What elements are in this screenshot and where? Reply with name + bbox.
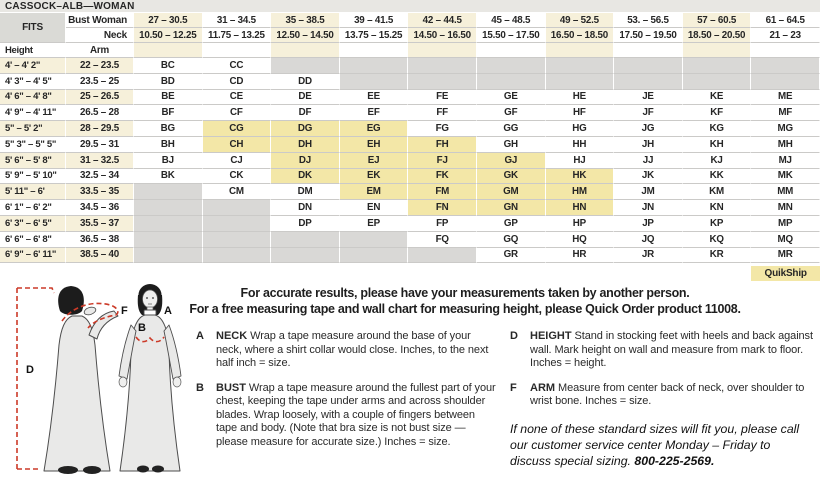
size-code-cell: MN (751, 200, 820, 216)
instruction-text: Stand in stocking feet with heels and back against wall. Mark height on wall and measure from mark to floor. Inches = height. (530, 330, 813, 369)
size-code-cell: EP (340, 216, 409, 232)
size-code-cell: DF (271, 105, 340, 121)
size-code-cell: FJ (408, 153, 477, 169)
header-spacer-cell (271, 43, 340, 58)
size-code-cell: MJ (751, 153, 820, 169)
size-code-cell (203, 232, 272, 248)
instruction-letter: B (196, 381, 204, 394)
size-code-cell: CF (203, 105, 272, 121)
size-code-cell: MG (751, 121, 820, 137)
size-code-cell (203, 248, 272, 264)
size-code-cell: JG (614, 121, 683, 137)
size-code-cell (477, 74, 546, 90)
size-code-cell: CG (203, 121, 272, 137)
size-code-cell (203, 200, 272, 216)
size-code-cell: FN (408, 200, 477, 216)
arm-cell: 31 – 32.5 (66, 153, 134, 169)
size-code-cell: GJ (477, 153, 546, 169)
neck-range-cell: 12.50 – 14.50 (271, 28, 340, 43)
size-code-cell: HN (546, 200, 615, 216)
size-code-cell: HR (546, 248, 615, 264)
size-code-cell: GN (477, 200, 546, 216)
arm-cell: 29.5 – 31 (66, 137, 134, 153)
size-code-cell: GP (477, 216, 546, 232)
size-code-cell: MF (751, 105, 820, 121)
neck-range-cell: 18.50 – 20.50 (683, 28, 752, 43)
instruction-item-bust (196, 382, 496, 450)
arm-cell: 34.5 – 36 (66, 200, 134, 216)
bust-row-label: Bust Woman (66, 13, 134, 28)
height-cell: 4' – 4' 2" (0, 58, 66, 74)
instruction-text: Measure from center back of neck, over shoulder to wrist bone. Inches = size. (530, 381, 805, 407)
arm-cell: 38.5 – 40 (66, 248, 134, 264)
size-code-cell: KG (683, 121, 752, 137)
size-code-cell: DG (271, 121, 340, 137)
instruction-text: Wrap a tape measure around the fullest part of your chest, keeping the tape under arms and across shoulder blades. Wrap loosely, with a couple of fingers between tape and body. (Note that bra size is not bust size — please measure for accurate size.) Inches = size. (216, 381, 496, 448)
size-code-cell (546, 74, 615, 90)
size-code-cell (546, 58, 615, 74)
height-cell: 4' 6" – 4' 8" (0, 90, 66, 106)
instructions-right-column (510, 330, 820, 469)
size-code-cell: MK (751, 169, 820, 185)
figure-label-f: F (121, 305, 128, 317)
neck-range-cell: 16.50 – 18.50 (546, 28, 615, 43)
size-code-cell (340, 232, 409, 248)
size-code-cell: CE (203, 90, 272, 106)
instruction-item-neck (196, 330, 496, 371)
bust-range-cell: 39 – 41.5 (340, 13, 409, 28)
bust-range-cell: 35 – 38.5 (271, 13, 340, 28)
height-cell: 6' 1" – 6' 2" (0, 200, 66, 216)
size-code-cell: EG (340, 121, 409, 137)
size-code-cell (408, 74, 477, 90)
size-code-cell: CC (203, 58, 272, 74)
size-code-cell: EK (340, 169, 409, 185)
size-code-cell: KJ (683, 153, 752, 169)
arm-column-label: Arm (66, 43, 134, 58)
size-code-cell: HE (546, 90, 615, 106)
arm-cell: 25 – 26.5 (66, 90, 134, 106)
instruction-text: Wrap a tape measure around the base of your neck, where a shirt collar would close. Inches, to the next half inch = size. (216, 330, 489, 369)
size-code-cell: KP (683, 216, 752, 232)
size-code-cell: FM (408, 184, 477, 200)
bust-range-cell: 42 – 44.5 (408, 13, 477, 28)
size-code-cell: HH (546, 137, 615, 153)
size-code-cell: ME (751, 90, 820, 106)
size-code-cell: BD (134, 74, 203, 90)
size-code-cell: BG (134, 121, 203, 137)
header-spacer-cell (751, 43, 820, 58)
size-code-cell: FG (408, 121, 477, 137)
figure-label-d: D (26, 364, 34, 376)
size-code-cell: DM (271, 184, 340, 200)
size-code-cell: FH (408, 137, 477, 153)
intro-line-1: For accurate results, please have your measurements taken by another person. (240, 286, 690, 300)
bust-range-cell: 61 – 64.5 (751, 13, 820, 28)
size-code-cell: KM (683, 184, 752, 200)
neck-range-cell: 14.50 – 16.50 (408, 28, 477, 43)
size-code-cell: GM (477, 184, 546, 200)
quikship-badge: QuikShip (751, 266, 820, 281)
header-spacer-cell (203, 43, 272, 58)
size-code-cell: KQ (683, 232, 752, 248)
size-code-cell (340, 58, 409, 74)
header-spacer-cell (408, 43, 477, 58)
size-code-cell: BK (134, 169, 203, 185)
size-code-cell: JF (614, 105, 683, 121)
bust-range-cell: 27 – 30.5 (134, 13, 203, 28)
size-code-cell: CH (203, 137, 272, 153)
size-code-cell: GK (477, 169, 546, 185)
size-code-cell: FE (408, 90, 477, 106)
height-cell: 5" 3" – 5" 5" (0, 137, 66, 153)
size-code-cell: KK (683, 169, 752, 185)
height-cell: 5' 6" – 5' 8" (0, 153, 66, 169)
size-code-cell (614, 58, 683, 74)
bust-range-cell: 31 – 34.5 (203, 13, 272, 28)
size-code-cell: JK (614, 169, 683, 185)
instructions (196, 330, 820, 469)
size-code-cell (340, 248, 409, 264)
arm-cell: 33.5 – 35 (66, 184, 134, 200)
neck-range-cell: 15.50 – 17.50 (477, 28, 546, 43)
size-code-cell: EE (340, 90, 409, 106)
size-code-cell: DH (271, 137, 340, 153)
height-cell: 6' 6" – 6' 8" (0, 232, 66, 248)
instruction-letter: F (510, 381, 517, 394)
size-code-cell: MR (751, 248, 820, 264)
size-code-cell (271, 248, 340, 264)
size-code-cell: CD (203, 74, 272, 90)
size-code-cell: BJ (134, 153, 203, 169)
instruction-letter: D (510, 330, 518, 342)
bust-range-cell: 57 – 60.5 (683, 13, 752, 28)
size-code-cell: GF (477, 105, 546, 121)
instruction-term: HEIGHT (530, 330, 572, 342)
size-code-cell: DP (271, 216, 340, 232)
size-code-cell: BH (134, 137, 203, 153)
size-code-cell: JH (614, 137, 683, 153)
size-code-cell: DJ (271, 153, 340, 169)
instructions-left-column (196, 330, 496, 469)
intro-text (150, 286, 780, 317)
size-code-cell (408, 58, 477, 74)
size-code-cell: DE (271, 90, 340, 106)
size-code-cell: FF (408, 105, 477, 121)
size-code-cell: HK (546, 169, 615, 185)
size-code-cell: HF (546, 105, 615, 121)
height-cell: 4' 9" – 4' 11" (0, 105, 66, 121)
size-code-cell: CM (203, 184, 272, 200)
size-code-cell (134, 232, 203, 248)
size-code-cell: CJ (203, 153, 272, 169)
size-code-cell: KE (683, 90, 752, 106)
instruction-letter: A (196, 330, 204, 342)
size-code-cell: FQ (408, 232, 477, 248)
height-cell: 5' 11" – 6' (0, 184, 66, 200)
size-code-cell (408, 248, 477, 264)
intro-line-2: For a free measuring tape and wall chart for measuring height, please Quick Order product 11008. (189, 301, 741, 316)
size-code-cell: GH (477, 137, 546, 153)
size-code-cell: KR (683, 248, 752, 264)
phone-number: 800-225-2569. (634, 453, 715, 468)
size-code-cell: MQ (751, 232, 820, 248)
neck-row-label: Neck (66, 28, 134, 43)
size-code-cell: DN (271, 200, 340, 216)
arm-cell: 23.5 – 25 (66, 74, 134, 90)
neck-range-cell: 11.75 – 13.25 (203, 28, 272, 43)
size-code-cell: JM (614, 184, 683, 200)
size-code-cell: GQ (477, 232, 546, 248)
size-code-cell: EJ (340, 153, 409, 169)
size-code-cell: DD (271, 74, 340, 90)
size-code-cell (340, 74, 409, 90)
size-code-cell: JR (614, 248, 683, 264)
size-code-cell: KF (683, 105, 752, 121)
special-sizing-note (510, 421, 810, 469)
size-code-cell (134, 216, 203, 232)
size-code-cell: JQ (614, 232, 683, 248)
size-code-cell: EH (340, 137, 409, 153)
size-code-cell: HJ (546, 153, 615, 169)
size-code-cell (751, 58, 820, 74)
arm-cell: 26.5 – 28 (66, 105, 134, 121)
instruction-term: BUST (216, 381, 246, 394)
size-code-cell: GG (477, 121, 546, 137)
size-code-cell (683, 74, 752, 90)
size-code-cell: JP (614, 216, 683, 232)
bust-range-cell: 45 – 48.5 (477, 13, 546, 28)
size-code-cell (683, 58, 752, 74)
size-code-cell: MH (751, 137, 820, 153)
height-cell: 4' 3" – 4' 5" (0, 74, 66, 90)
back-view-figure (44, 286, 118, 474)
size-code-cell: EF (340, 105, 409, 121)
instruction-term: ARM (530, 381, 556, 394)
size-code-cell (134, 248, 203, 264)
size-code-cell (271, 232, 340, 248)
size-code-cell: FK (408, 169, 477, 185)
arm-cell: 32.5 – 34 (66, 169, 134, 185)
neck-range-cell: 13.75 – 15.25 (340, 28, 409, 43)
instruction-item-arm (510, 382, 820, 409)
size-code-cell (751, 74, 820, 90)
size-code-cell: JN (614, 200, 683, 216)
size-code-cell: GR (477, 248, 546, 264)
bust-range-cell: 49 – 52.5 (546, 13, 615, 28)
header-spacer-cell (683, 43, 752, 58)
size-code-cell: GE (477, 90, 546, 106)
size-code-cell (134, 200, 203, 216)
bust-range-cell: 53. – 56.5 (614, 13, 683, 28)
height-cell: 6' 9" – 6' 11" (0, 248, 66, 264)
size-code-cell: HP (546, 216, 615, 232)
special-sizing-note-text: If none of these standard sizes will fit you, please call our customer service center Monday – Friday to discuss special sizing. (510, 421, 800, 468)
arm-cell: 28 – 29.5 (66, 121, 134, 137)
size-code-cell: HM (546, 184, 615, 200)
size-code-cell: HG (546, 121, 615, 137)
instruction-term: NECK (216, 330, 248, 342)
size-code-cell: JJ (614, 153, 683, 169)
header-spacer-cell (340, 43, 409, 58)
size-code-cell: MP (751, 216, 820, 232)
size-code-cell: KH (683, 137, 752, 153)
instruction-item-height (510, 330, 820, 371)
arm-cell: 35.5 – 37 (66, 216, 134, 232)
neck-range-cell: 17.50 – 19.50 (614, 28, 683, 43)
size-code-cell: BF (134, 105, 203, 121)
size-code-cell: BC (134, 58, 203, 74)
size-code-cell (477, 58, 546, 74)
size-code-cell: JE (614, 90, 683, 106)
height-column-label: Height (0, 43, 66, 58)
size-code-cell: BE (134, 90, 203, 106)
size-code-cell: KN (683, 200, 752, 216)
size-code-cell (134, 184, 203, 200)
size-code-cell (271, 58, 340, 74)
header-spacer-cell (477, 43, 546, 58)
page-title: CASSOCK–ALB—WOMAN (0, 0, 820, 13)
size-code-cell: EN (340, 200, 409, 216)
neck-range-cell: 10.50 – 12.25 (134, 28, 203, 43)
header-spacer-cell (134, 43, 203, 58)
neck-range-cell: 21 – 23 (751, 28, 820, 43)
size-code-cell: CK (203, 169, 272, 185)
height-cell: 6' 3" – 6' 5" (0, 216, 66, 232)
size-code-cell (614, 74, 683, 90)
height-cell: 5' 9" – 5' 10" (0, 169, 66, 185)
size-grid (0, 13, 820, 281)
height-cell: 5" – 5' 2" (0, 121, 66, 137)
fits-label: FITS (0, 13, 66, 43)
size-code-cell: FP (408, 216, 477, 232)
size-code-cell (203, 216, 272, 232)
figure-label-b: B (138, 322, 146, 334)
figure-label-a: A (164, 305, 172, 317)
arm-cell: 36.5 – 38 (66, 232, 134, 248)
header-spacer-cell (546, 43, 615, 58)
size-code-cell: HQ (546, 232, 615, 248)
size-code-cell: MM (751, 184, 820, 200)
measuring-instructions-section (0, 281, 820, 482)
header-spacer-cell (614, 43, 683, 58)
size-code-cell: EM (340, 184, 409, 200)
size-code-cell: DK (271, 169, 340, 185)
arm-cell: 22 – 23.5 (66, 58, 134, 74)
